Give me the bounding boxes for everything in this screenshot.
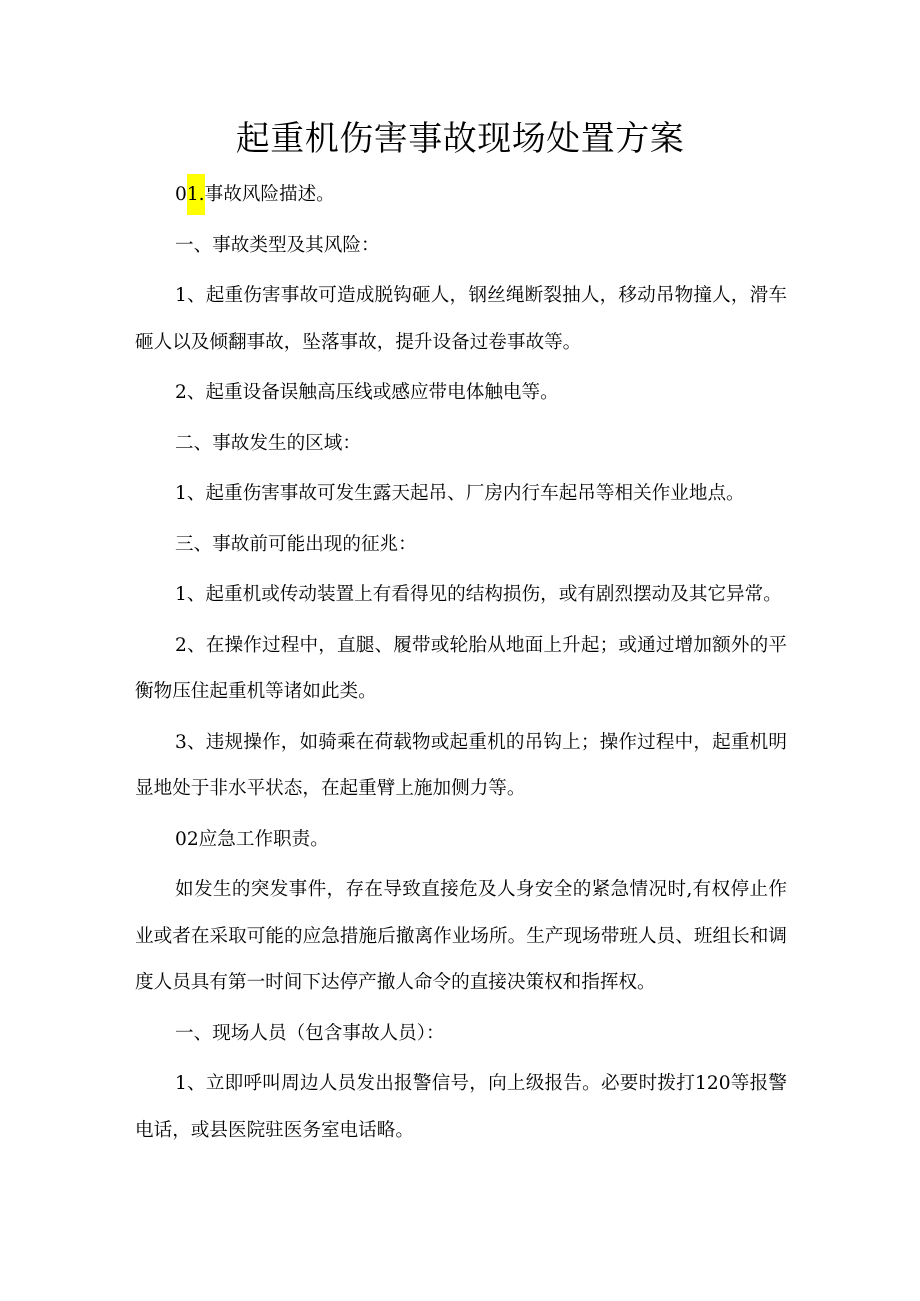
paragraph: 1、立即呼叫周边人员发出报警信号，向上级报告。必要时拨打120等报警电话，或县医院驻医务室电话略。 [135,1073,787,1141]
paragraph: 一、事故类型及其风险： [175,234,380,256]
section-heading-02: 02应急工作职责。 [175,828,329,850]
paragraph: 三、事故前可能出现的征兆： [175,533,417,555]
paragraph: 二、事故发生的区域： [175,432,361,454]
paragraph: 2、在操作过程中，直腿、履带或轮胎从地面上升起；或通过增加额外的平衡物压住起重机等诸如此类。 [135,634,787,702]
section-heading-text: 事故风险描述。 [204,184,335,205]
paragraph: 如发生的突发事件，存在导致直接危及人身安全的紧急情况时,有权停止作业或者在采取可能的应急措施后撤离作业场所。生产现场带班人员、班组长和调度人员具有第一时间下达停产撤人命令的直接决策权和指挥权。 [135,879,787,993]
document-title: 起重机伤害事故现场处置方案 [235,119,685,159]
document-body [135,172,787,1158]
paragraph: 1、起重伤害事故可发生露天起吊、厂房内行车起吊等相关作业地点。 [175,483,745,504]
paragraph: 3、违规操作，如骑乘在荷载物或起重机的吊钩上；操作过程中，起重机明显地处于非水平状态，在起重臂上施加侧力等。 [135,731,787,799]
paragraph: 1、起重机或传动装置上有看得见的结构损伤，或有剧烈摆动及其它异常。 [175,584,782,605]
section-heading-01 [135,172,787,219]
section-number-plain: 0 [175,184,187,205]
paragraph: 1、起重伤害事故可造成脱钩砸人，钢丝绳断裂抽人，移动吊物撞人，滑车砸人以及倾翻事故，坠落事故，提升设备过卷事故等。 [135,285,787,353]
paragraph: 一、现场人员（包含事故人员）： [175,1022,445,1044]
highlighted-text: 1. [187,174,205,215]
paragraph: 2、起重设备误触高压线或感应带电体触电等。 [175,382,559,403]
